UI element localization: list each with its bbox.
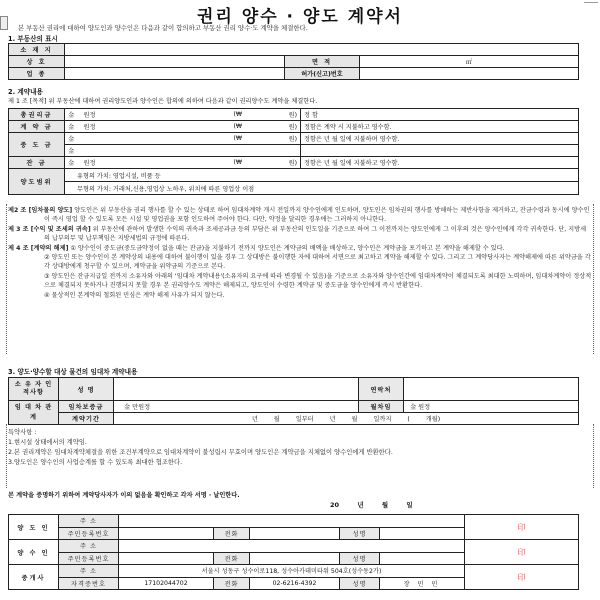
table-row [9,44,579,56]
transferor-address-field[interactable] [119,515,465,528]
scope-tangible: 유형의 가치: 영업시설, 비품 등 [65,169,579,182]
table-row [9,401,579,413]
broker-name-field[interactable]: 장 민 민 [380,577,465,590]
lease-table [8,377,579,425]
paren-close: 원) [271,121,301,133]
owner-contact-label: 연락처 [359,378,404,401]
document-intro: 본 부동산 권리에 대하여 양도인과 양수인은 다음과 같이 합의하고 부동산 권리 양수·도 계약을 체결한다. [18,24,308,32]
id-number-label: 주민등록번호 [59,552,119,565]
article3: 제 3 조 [수익 및 조세의 귀속] 위 부동산에 관하여 발생한 수익의 귀속과 조세공과금 등의 부담은 위 부동산의 인도일을 기준으로 하여 그 이전까지는 양도인에게 그 이후의 것은 양수인에게 각각 귀속한다. 단, 지방세의 납부의무 및 납부책임은 지방세법의 규정에 따른다. [8,225,587,243]
broker-address-field[interactable]: 서울시 성동구 성수이로118, 성수아카데미타워 504호(성수동2가) [119,565,465,578]
section3-heading: 3. 양도·양수할 대상 물건의 임대차 계약내용 [8,368,138,376]
name-label: 성명 [340,552,380,565]
table-row [9,169,579,182]
scope-label: 양도범위 [9,169,65,195]
table-row [9,133,579,145]
won-symbol: 金 [65,133,81,145]
table-row [9,157,579,169]
amount-field[interactable] [131,121,231,133]
broker-label: 중개사 [9,565,59,590]
phone-label: 전화 [214,552,250,565]
balance-label: 잔 금 [9,157,65,169]
deposit-payment-label: 계 약 금 [9,121,65,133]
table-row [9,182,579,195]
paren-text: (₩ [231,157,271,169]
business-type-field[interactable] [65,68,285,80]
permit-no-label: 허가(신고)번호 [285,68,360,80]
amount-field[interactable] [131,109,231,121]
name-label: 성명 [340,527,380,540]
paren-close: 원) [271,109,301,121]
location-label: 소 재 지 [9,44,65,56]
article4-clause4: ④ 물상적인 본계약의 철회된 민심은 계약 해제 사유가 되지 않는다. [44,291,225,299]
table-row [9,145,579,157]
interim-payment-label: 중 도 금 [9,133,65,157]
payment-note: 정함은 년 월 일에 지불하고 영수함. [301,157,579,169]
unit-text: 원정 [81,109,131,121]
paren-close: 원) [271,157,301,169]
table-row [9,378,579,401]
owner-label: 소 유 자 인적사항 [9,378,59,401]
broker-license-field[interactable]: 17102044702 [119,577,214,590]
lease-deposit-label: 임차보증금 [59,401,114,413]
unit-text [81,133,131,145]
transferor-phone-field[interactable] [250,527,340,540]
article2: 제2 조 [임차물의 양도] 양도인은 위 부동산을 권리 행사를 할 수 있는 상태로 하여 임대차계약 개시 전일까지 양수인에게 인도하며, 양도인은 임차권의 행사를 방해하는 제반사항을 제거하고, 잔금수령과 동시에 양수인이 즉시 영업 할 수 있도록 모든 시설 및 영업권을 포함 인도하여 주어야 한다. 다만, 약정을 달리한 경우에는 그러하지 아니한다. [8,207,590,224]
area-field[interactable]: ㎡ [360,56,579,68]
transferee-phone-field[interactable] [250,552,340,565]
unit-text: 원정 [81,157,131,169]
table-row [9,56,579,68]
signature-notice: 본 계약을 증명하기 위하여 계약당사자가 이의 없음을 확인하고 각자 서명 · 날인한다. [8,492,240,499]
phone-label: 전화 [214,527,250,540]
transferee-seal-icon: 印 [465,540,579,565]
lease-relation-label: 임 대 차 관 계 [9,401,59,425]
signature-table [8,514,579,590]
transferee-id-field[interactable] [119,552,214,565]
unit-text: 원정 [81,121,131,133]
articles-block [8,206,592,300]
section2-heading: 2. 계약내용 [8,88,43,96]
table-row [9,515,579,528]
owner-name-field[interactable] [114,378,359,401]
contract-date [330,500,413,509]
payment-note [301,145,579,157]
transferee-label: 양 수 인 [9,540,59,565]
payment-note: 정함은 년 월 일에 지불하며 영수함. [301,133,579,145]
payment-table [8,108,579,195]
table-row [9,565,579,578]
transferor-label: 양 도 인 [9,515,59,540]
broker-seal-icon: 印 [465,565,579,590]
address-label: 주 소 [59,515,119,528]
special-terms [8,428,592,468]
lease-period-label: 계약기간 [59,413,114,425]
table-row [9,109,579,121]
table-row [9,121,579,133]
paren-text: (₩ [231,133,271,145]
won-symbol: 金 [65,157,81,169]
won-symbol: 金 [65,109,81,121]
phone-label: 전화 [214,577,250,590]
date-century: 20 [330,501,340,509]
transferee-name-field[interactable] [380,552,465,565]
article4-clause2: ② 양도인 또는 양수인이 본 계약상의 내용에 대하여 불이행이 있을 경우 그 상대방은 불이행한 자에 대하여 서면으로 최고하고 계약을 해제할 수 있다. 그리고 그 계약당사자는 계약해제에 따른 위약금을 각각 상대방에게 청구할 수 있으며, 계약금을 위약금의 기준으로 본다. [44,254,591,271]
name-label: 성명 [340,577,380,590]
transferee-address-field[interactable] [119,540,465,553]
trade-name-label: 상 호 [9,56,65,68]
amount-field[interactable] [131,157,231,169]
id-number-label: 주민등록번호 [59,527,119,540]
date-day-label[interactable]: 일 [406,501,413,509]
paren-text: (₩ [231,109,271,121]
transferor-name-field[interactable] [380,527,465,540]
scope-intangible: 무형의 가치: 거래처,신용,영업상 노하우, 위치에 따른 영업상 이점 [65,182,579,195]
table-row [9,68,579,80]
won-symbol: 金 [65,121,81,133]
table-row [9,413,579,425]
owner-contact-field[interactable] [404,378,579,401]
address-label: 주 소 [59,540,119,553]
payment-note: 정함은 계약 시 지불하고 영수함. [301,121,579,133]
location-field[interactable] [65,44,579,56]
article1-text: 제 1 조 [목적] 위 부동산에 대하여 권리양도인과 양수인은 합의에 의하여 다음과 같이 권리양수도 계약을 체결한다. [8,98,318,105]
article4-clause3: ③ 양도인은 잔금지급일 전까지 소유자와 아래의 '임대차 계약내용'(소유자의 요구에 따라 변경될 수 있음)을 기준으로 소유자와 양수인간에 임대차계약이 체결되도록 최대한 노력하며, 임대차계약이 정상적으로 체결되지 못하거나 진행되지 못할 경우 본 권리양수도 계약은 해제되고, 양도인이 수령한 계약금 및 중도금을 양수인에게 즉시 반환한다. [44,272,592,290]
monthly-rent-label: 월차임 [359,401,404,413]
broker-phone-field[interactable]: 02-6216-4392 [250,577,340,590]
special-terms-heading: 특약사항 : [8,429,37,436]
amount-field[interactable] [81,145,301,157]
property-table [8,43,579,80]
lease-deposit-field[interactable]: 金 만원정 [114,401,359,413]
paren-close: 원) [271,133,301,145]
payment-note: 정 함 [301,109,579,121]
license-number-label: 자격증번호 [59,577,119,590]
total-premium-label: 총권리금 [9,109,65,121]
date-month-label[interactable]: 월 [381,501,389,509]
transferor-id-field[interactable] [119,527,214,540]
special-term-3: 3.양도인은 양수인의 사업승계를 할 수 있도록 최대한 협조한다. [8,459,183,466]
document-title: 권리 양수 · 양도 계약서 [197,7,403,27]
owner-name-label: 성 명 [59,378,114,401]
transferor-seal-icon: 印 [465,515,579,540]
table-row [9,540,579,553]
amount-field[interactable] [131,133,231,145]
permit-no-field[interactable] [360,68,579,80]
monthly-rent-field[interactable]: 金 원정 [404,401,579,413]
address-label: 주 소 [59,565,119,578]
won-symbol: 金 [65,145,81,157]
lease-period-field[interactable]: 년 월 일부터 년 월 일까지 ( 개월) [114,413,579,425]
trade-name-field[interactable] [65,56,285,68]
special-term-2: 2.본 권리계약은 임대차계약체결을 위한 조건부계약으로 임대차계약이 불성립시 무효이며 양도인은 계약금을 지체없이 양수인에게 반환한다. [8,449,393,456]
date-year-label[interactable]: 년 [357,501,364,509]
business-type-label: 업 종 [9,68,65,80]
section1-heading: 1. 부동산의 표시 [8,35,58,43]
paren-text: (₩ [231,121,271,133]
article4: 제 4 조 [계약의 해제] ① 양수인이 중도금(중도금약정이 없을 때는 잔금)을 지불하기 전까지 양도인은 계약금의 배액을 배상하고, 양수인은 계약금을 포기하고 본 계약을 해제할 수 있다. [8,244,505,252]
special-term-1: 1.현시설 상태에서의 계약임. [8,439,87,446]
area-label: 면 적 [285,56,360,68]
